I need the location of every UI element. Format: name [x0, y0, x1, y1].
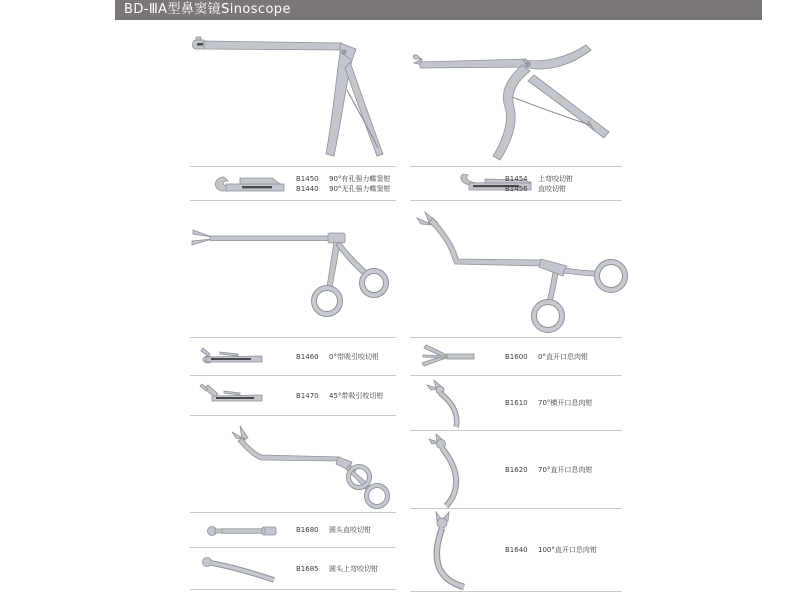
product-panel-b1470	[190, 376, 396, 416]
product-name: 0°直开口息肉钳	[538, 352, 588, 361]
page-title: BD-ⅢA型鼻窦镜Sinoscope	[115, 0, 762, 20]
product-code: B1620	[505, 465, 528, 474]
bent-jaw-70h-icon	[424, 377, 478, 429]
product-label	[296, 352, 379, 362]
suction-jaw-0-icon	[198, 345, 270, 369]
product-label	[296, 174, 390, 184]
product-name: 45°带吸引咬切钳	[329, 391, 384, 400]
product-panel-b1454-b1456	[410, 166, 622, 201]
product-label	[505, 174, 573, 184]
kerrison-punch-image	[190, 30, 395, 160]
round-tip-straight-icon	[202, 520, 286, 540]
product-code: B1450	[296, 174, 319, 183]
blakesley-straight-image	[188, 213, 398, 333]
product-code: B1610	[505, 399, 528, 407]
product-name: 上弯咬切钳	[538, 174, 573, 183]
product-label	[296, 525, 371, 535]
product-panel-b1600	[410, 337, 622, 376]
product-panel-b1460	[190, 337, 396, 376]
product-name: 90°有孔强力蝶窦钳	[329, 174, 391, 183]
product-code: B1640	[505, 546, 528, 554]
product-panel-b1685	[190, 548, 396, 590]
product-label	[505, 545, 597, 555]
product-panel-b1680	[190, 512, 396, 548]
bent-jaw-100-icon	[424, 510, 494, 590]
bent-jaw-70s-icon	[424, 432, 482, 508]
blakesley-small-image	[228, 420, 393, 512]
blakesley-curved-image	[415, 210, 630, 338]
product-name: 90°无孔强力蝶窦钳	[329, 184, 391, 193]
product-code: B1680	[296, 526, 319, 534]
product-code: B1456	[505, 184, 528, 193]
product-name: 圆头上弯咬切钳	[329, 564, 378, 573]
product-name: 70°直开口息肉钳	[538, 465, 593, 474]
product-code: B1440	[296, 184, 319, 193]
product-panel-b1450-b1440	[190, 166, 396, 201]
product-code: B1685	[296, 564, 319, 573]
product-code: B1460	[296, 352, 319, 361]
product-panel-b1640	[410, 509, 622, 592]
punch-jaw-icon	[206, 171, 290, 197]
product-label	[296, 184, 390, 194]
suction-jaw-45-icon	[198, 383, 270, 409]
product-panel-b1620	[410, 431, 622, 509]
product-code: B1470	[296, 391, 319, 400]
product-code: B1454	[505, 174, 528, 183]
product-label	[505, 465, 592, 475]
open-jaw-icon	[420, 342, 478, 372]
product-label	[505, 184, 573, 194]
product-name: 100°直开口息肉钳	[538, 546, 597, 554]
round-tip-curved-icon	[198, 554, 282, 584]
kerrison-punch-swept-image	[408, 35, 633, 165]
product-panel-b1610	[410, 376, 622, 431]
product-label	[296, 564, 378, 574]
product-code: B1600	[505, 352, 528, 361]
product-label	[505, 398, 592, 408]
product-name: 直咬切钳	[538, 184, 566, 193]
product-name: 圆头直咬切钳	[329, 526, 371, 534]
product-name: 0°带吸引咬切钳	[329, 352, 379, 361]
product-label	[505, 352, 588, 362]
product-name: 70°横开口息肉钳	[538, 399, 593, 407]
product-label	[296, 391, 383, 401]
